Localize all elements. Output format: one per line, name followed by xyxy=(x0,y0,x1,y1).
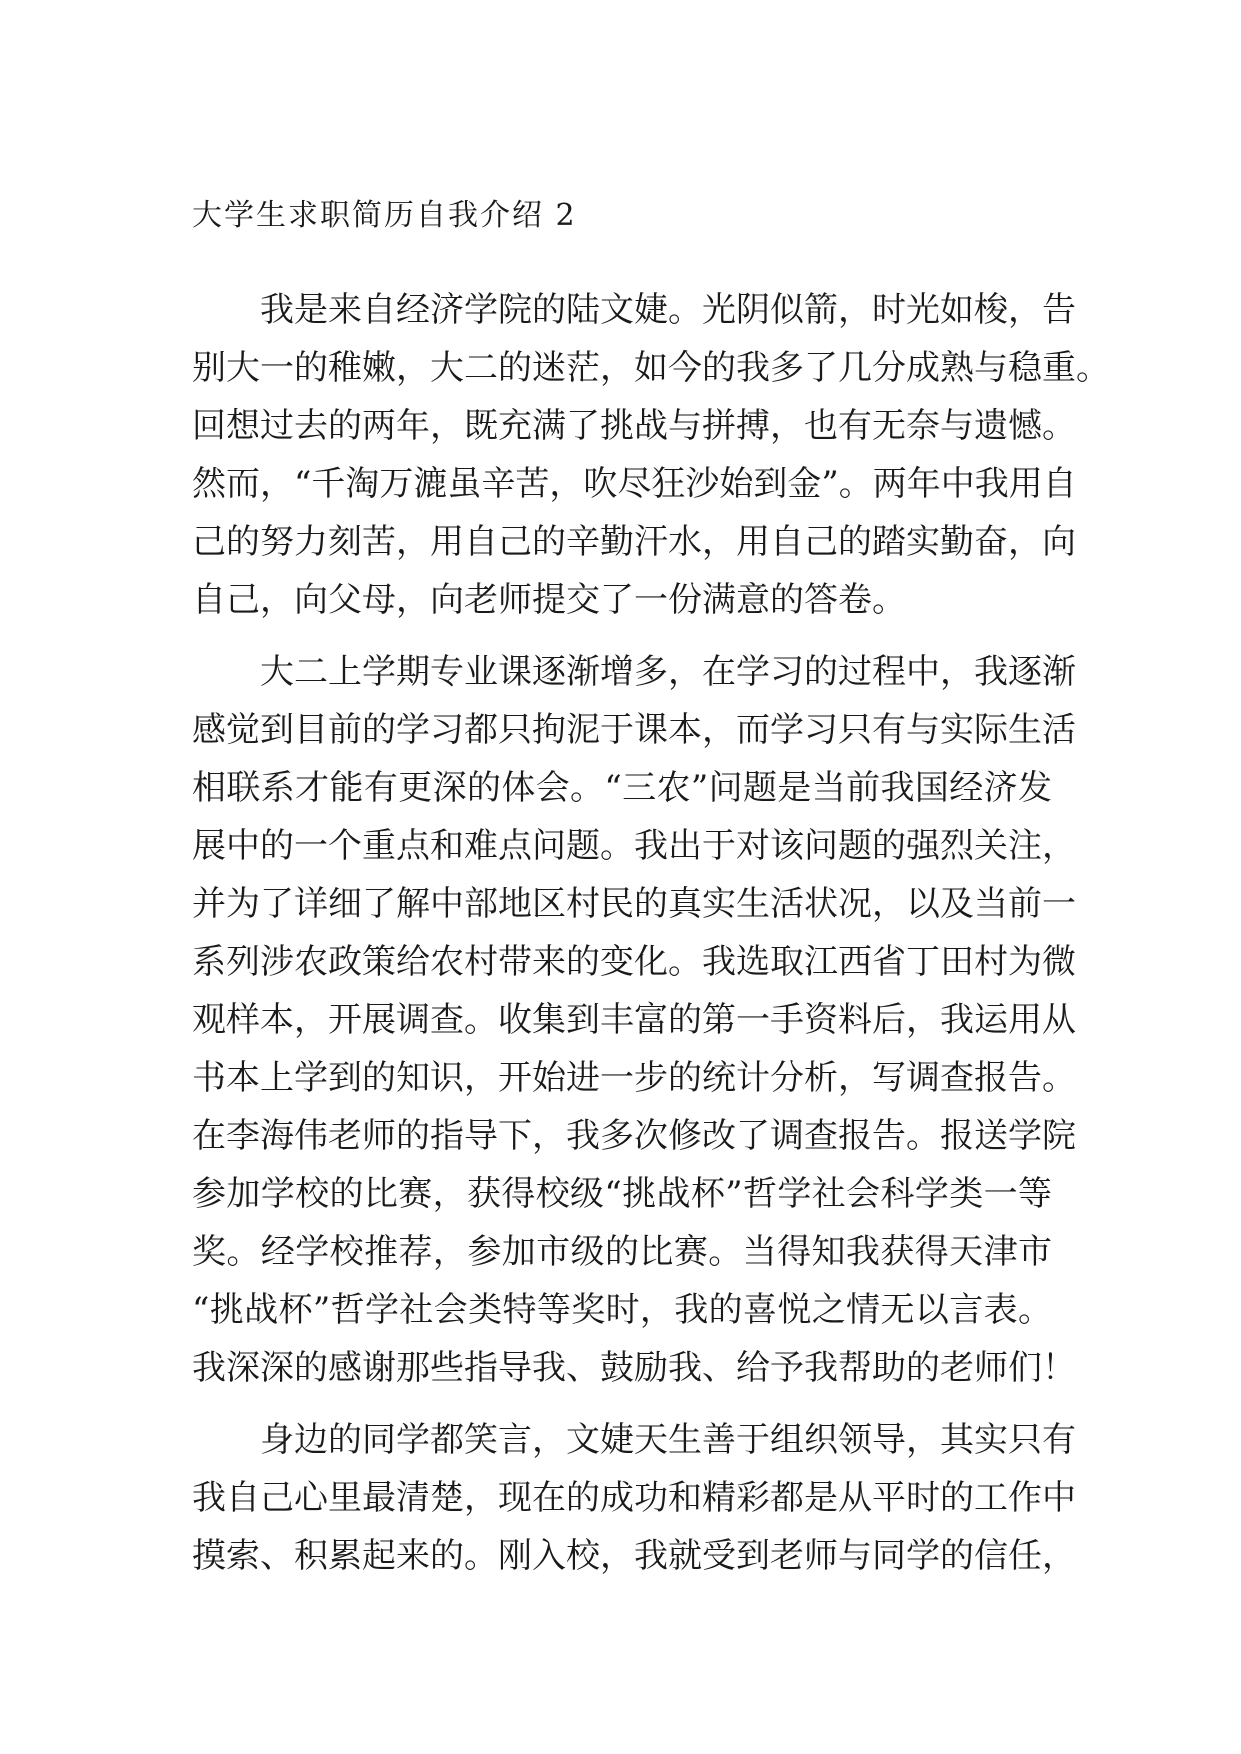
paragraph-line: 奖。经学校推荐，参加市级的比赛。当得知我获得天津市 xyxy=(192,1232,1052,1272)
paragraph-line: 大二上学期专业课逐渐增多，在学习的过程中，我逐渐 xyxy=(260,652,1076,692)
paragraph-line: 身边的同学都笑言，文婕天生善于组织领导，其实只有 xyxy=(260,1420,1076,1460)
paragraph-line: 系列涉农政策给农村带来的变化。我选取江西省丁田村为微 xyxy=(192,942,1076,982)
paragraph-3 xyxy=(192,1411,1076,1585)
paragraph-line: 摸索、积累起来的。刚入校，我就受到老师与同学的信任， xyxy=(192,1536,1076,1576)
document-title: 大学生求职简历自我介绍 2 xyxy=(192,198,577,233)
paragraph-line: 并为了详细了解中部地区村民的真实生活状况，以及当前一 xyxy=(192,884,1076,924)
paragraph-1 xyxy=(192,281,1110,629)
paragraph-line: 我深深的感谢那些指导我、鼓励我、给予我帮助的老师们！ xyxy=(192,1348,1076,1388)
paragraph-line: 我自己心里最清楚，现在的成功和精彩都是从平时的工作中 xyxy=(192,1478,1076,1518)
paragraph-line: 展中的一个重点和难点问题。我出于对该问题的强烈关注， xyxy=(192,826,1076,866)
paragraph-line: 相联系才能有更深的体会。“三农”问题是当前我国经济发 xyxy=(192,768,1052,808)
paragraph-line: 观样本，开展调查。收集到丰富的第一手资料后，我运用从 xyxy=(192,1000,1076,1040)
paragraph-line: 书本上学到的知识，开始进一步的统计分析，写调查报告。 xyxy=(192,1058,1076,1098)
paragraph-line: “挑战杯”哲学社会类特等奖时，我的喜悦之情无以言表。 xyxy=(192,1290,1052,1330)
paragraph-line: 回想过去的两年，既充满了挑战与拼搏，也有无奈与遗憾。 xyxy=(192,406,1076,446)
paragraph-line: 别大一的稚嫩，大二的迷茫，如今的我多了几分成熟与稳重。 xyxy=(192,348,1110,388)
paragraph-line: 然而，“千淘万漉虽辛苦，吹尽狂沙始到金”。两年中我用自 xyxy=(192,464,1077,504)
paragraph-line: 参加学校的比赛，获得校级“挑战杯”哲学社会科学类一等 xyxy=(192,1174,1052,1214)
paragraph-line: 感觉到目前的学习都只拘泥于课本，而学习只有与实际生活 xyxy=(192,710,1076,750)
paragraph-2 xyxy=(192,643,1076,1397)
paragraph-line: 在李海伟老师的指导下，我多次修改了调查报告。报送学院 xyxy=(192,1116,1076,1156)
document-body xyxy=(192,281,1110,1585)
paragraph-line: 我是来自经济学院的陆文婕。光阴似箭，时光如梭，告 xyxy=(260,290,1076,330)
paragraph-line: 自己，向父母，向老师提交了一份满意的答卷。 xyxy=(192,580,906,620)
paragraph-line: 己的努力刻苦，用自己的辛勤汗水，用自己的踏实勤奋，向 xyxy=(192,522,1076,562)
